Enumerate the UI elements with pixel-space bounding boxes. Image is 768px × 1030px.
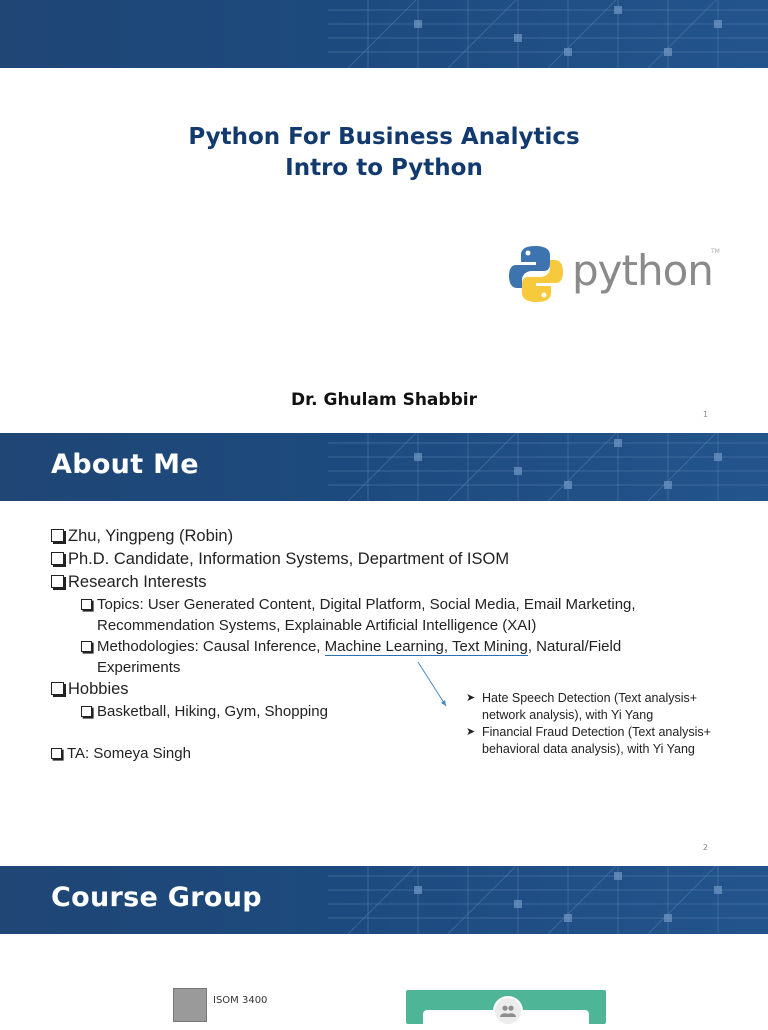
slide-heading: About Me	[51, 449, 199, 480]
title-line-1: Python For Business Analytics	[188, 124, 580, 150]
circuit-pattern	[328, 0, 768, 68]
research-projects-list	[466, 690, 726, 758]
bullet-text: Zhu, Yingpeng (Robin)	[68, 527, 234, 545]
slide-course-group	[0, 866, 768, 1024]
project-item	[466, 724, 726, 758]
circuit-pattern	[328, 433, 768, 501]
bullet-text: Hobbies	[68, 680, 129, 698]
arrowhead-bullet-icon: ➤	[466, 692, 476, 704]
project-text: Financial Fraud Detection (Text analysis+ behavioral data analysis), with Yi Yang	[482, 725, 711, 756]
checkbox-bullet-icon	[51, 552, 64, 565]
slide-title	[0, 0, 768, 432]
python-logo-tm: TM	[711, 248, 720, 255]
slide-banner	[0, 433, 768, 501]
group-avatar	[173, 988, 207, 1022]
bullet-text-suffix: , Natural/Field Experiments	[97, 638, 622, 676]
sub-bullet-item	[51, 636, 697, 678]
title-line-2: Intro to Python	[285, 155, 483, 181]
bullet-item	[51, 525, 697, 548]
group-invite-card	[406, 990, 606, 1024]
group-chat-preview	[173, 988, 267, 1022]
circuit-pattern	[328, 866, 768, 934]
bullet-text: Research Interests	[68, 573, 207, 591]
checkbox-bullet-icon	[81, 599, 92, 610]
bullet-text: Topics: User Generated Content, Digital Platform, Social Media, Email Marketing, Recommendation Systems, Explainable Artificial Intelligence (XAI)	[97, 596, 636, 634]
highlighted-methods: Machine Learning, Text Mining	[324, 638, 528, 655]
slide-heading: Course Group	[51, 882, 262, 913]
sub-bullet-item	[51, 594, 697, 636]
checkbox-bullet-icon	[81, 641, 92, 652]
slide-banner	[0, 0, 768, 68]
arrowhead-bullet-icon: ➤	[466, 726, 476, 738]
slide-banner	[0, 866, 768, 934]
checkbox-bullet-icon	[51, 529, 64, 542]
bullet-text: Ph.D. Candidate, Information Systems, Department of ISOM	[68, 550, 510, 568]
bullet-text-prefix: Methodologies: Causal Inference,	[97, 638, 325, 655]
project-item	[466, 690, 726, 724]
bullet-item	[51, 548, 697, 571]
author-name: Dr. Ghulam Shabbir	[291, 390, 477, 410]
checkbox-bullet-icon	[51, 575, 64, 588]
python-logo	[508, 240, 728, 310]
python-snake-icon	[508, 244, 564, 306]
checkbox-bullet-icon	[51, 682, 64, 695]
checkbox-bullet-icon	[51, 748, 62, 759]
page-number: 2	[702, 843, 708, 852]
python-logo-text: python	[572, 246, 713, 295]
page-number: 1	[702, 410, 708, 419]
group-people-icon	[493, 996, 523, 1026]
checkbox-bullet-icon	[81, 706, 92, 717]
bullet-text: Basketball, Hiking, Gym, Shopping	[97, 703, 328, 720]
presentation-title	[0, 122, 768, 184]
bullet-item	[51, 571, 697, 594]
project-text: Hate Speech Detection (Text analysis+ network analysis), with Yi Yang	[482, 691, 698, 722]
group-name: ISOM 3400	[213, 994, 268, 1006]
bullet-text: TA: Someya Singh	[67, 745, 191, 762]
